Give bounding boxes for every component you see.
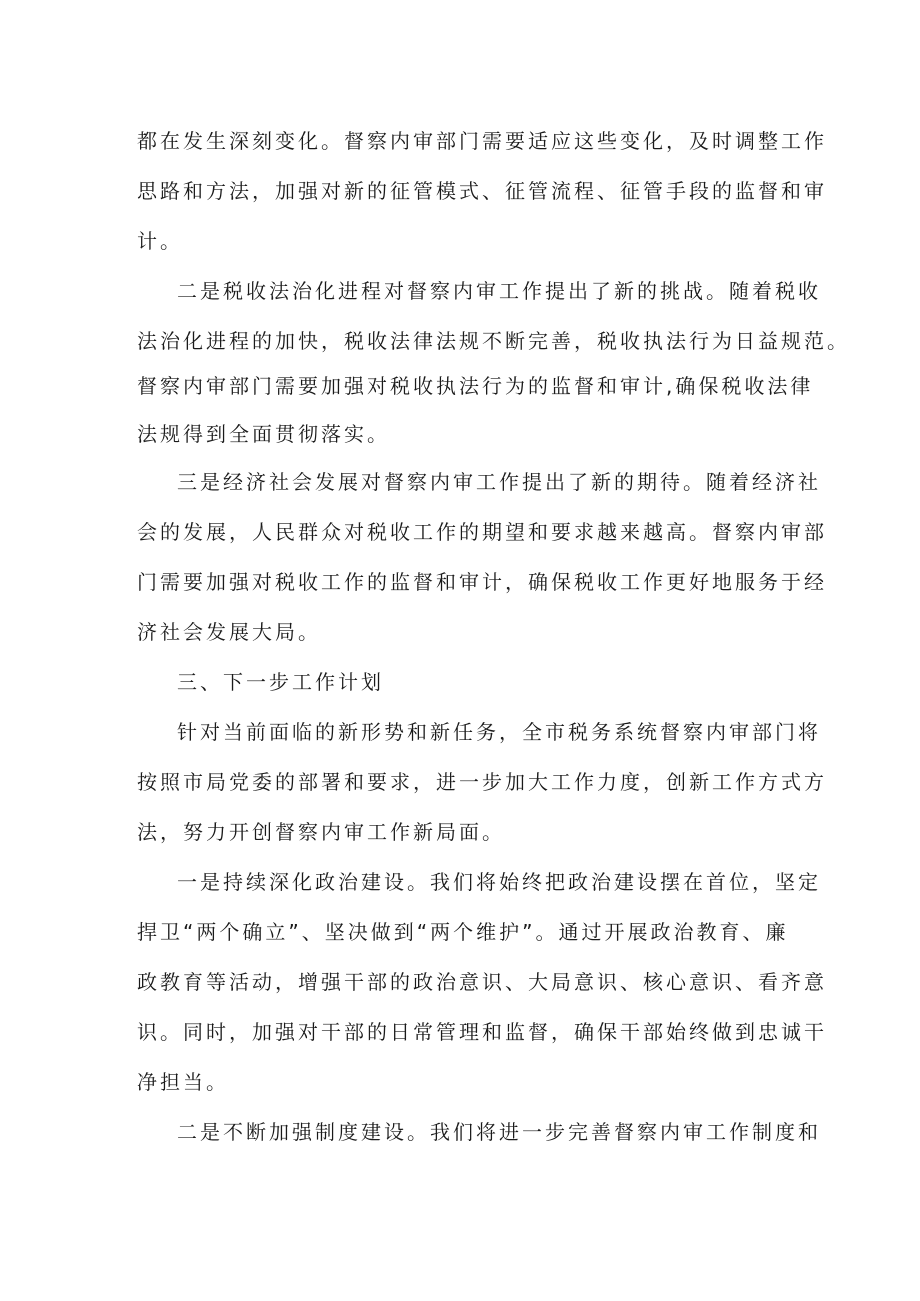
text-line-17: 捍卫“两个确立”、坚决做到“两个维护”。通过开展政治教育、廉 bbox=[137, 920, 789, 944]
paragraph-5-line-1: 针对当前面临的新形势和新任务，全市税务系统督察内审部门将 bbox=[177, 720, 821, 744]
paragraph-3-line-1: 三是经济社会发展对督察内审工作提出了新的期待。随着经济社 bbox=[177, 470, 821, 494]
text-line-9: 会的发展，人民群众对税收工作的期望和要求越来越高。督察内审部 bbox=[137, 520, 827, 544]
text-line-18: 政教育等活动，增强干部的政治意识、大局意识、核心意识、看齐意 bbox=[137, 970, 827, 994]
text-line-20: 净担当。 bbox=[137, 1070, 229, 1094]
paragraph-6-line-1: 一是持续深化政治建设。我们将始终把政治建设摆在首位，坚定 bbox=[177, 870, 821, 894]
text-line-1: 都在发生深刻变化。督察内审部门需要适应这些变化，及时调整工作 bbox=[137, 129, 827, 153]
text-line-2: 思路和方法，加强对新的征管模式、征管流程、征管手段的监督和审 bbox=[137, 179, 827, 203]
text-line-6: 督察内审部门需要加强对税收执法行为的监督和审计,确保税收法律 bbox=[137, 374, 814, 398]
paragraph-7-line-1: 二是不断加强制度建设。我们将进一步完善督察内审工作制度和 bbox=[177, 1120, 821, 1144]
text-line-10: 门需要加强对税收工作的监督和审计，确保税收工作更好地服务于经 bbox=[137, 570, 827, 594]
text-line-5: 法治化进程的加快，税收法律法规不断完善，税收执法行为日益规范。 bbox=[137, 329, 850, 353]
paragraph-2-line-1: 二是税收法治化进程对督察内审工作提出了新的挑战。随着税收 bbox=[177, 279, 821, 303]
text-line-11: 济社会发展大局。 bbox=[137, 620, 321, 644]
text-line-15: 法，努力开创督察内审工作新局面。 bbox=[137, 820, 505, 844]
section-heading: 三、下一步工作计划 bbox=[177, 670, 384, 694]
text-line-14: 按照市局党委的部署和要求，进一步加大工作力度，创新工作方式方 bbox=[137, 770, 827, 794]
text-line-7: 法规得到全面贯彻落实。 bbox=[137, 422, 390, 446]
text-line-3: 计。 bbox=[137, 229, 183, 253]
text-line-19: 识。同时，加强对干部的日常管理和监督，确保干部始终做到忠诚干 bbox=[137, 1020, 827, 1044]
